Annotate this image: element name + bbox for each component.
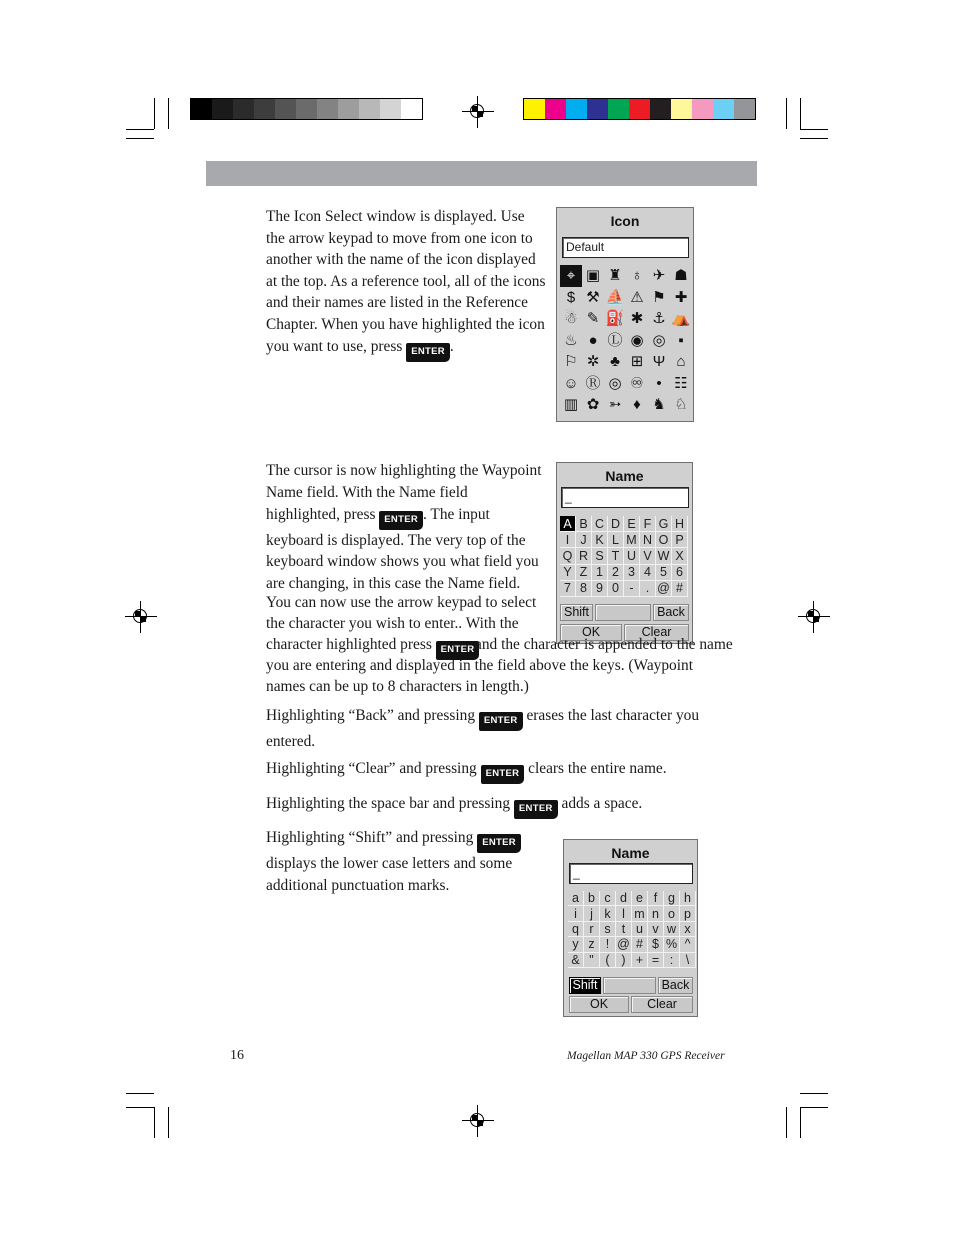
waypoint-icon-option[interactable]: ⚒ [586, 288, 600, 306]
keyboard-key[interactable]: + [632, 953, 648, 968]
keyboard-key[interactable]: 8 [576, 581, 592, 597]
enter-key-icon: ENTER [481, 765, 525, 784]
paragraph-shift [266, 827, 528, 896]
color-swatch [275, 99, 296, 119]
keyboard-key[interactable]: o [664, 906, 680, 921]
keyboard-key[interactable]: O [656, 532, 672, 548]
waypoint-icon-option[interactable]: ♘ [674, 396, 688, 414]
keyboard-key[interactable]: R [576, 548, 592, 564]
keyboard-key[interactable]: \ [680, 953, 696, 968]
waypoint-icon-option[interactable]: ⚑ [652, 288, 666, 306]
keyboard-key[interactable]: W [656, 548, 672, 564]
keyboard-key[interactable]: ^ [680, 937, 696, 952]
keyboard-key[interactable]: & [568, 953, 584, 968]
waypoint-icon-option[interactable]: ♾ [630, 374, 644, 392]
keyboard-key[interactable]: l [616, 906, 632, 921]
color-swatch [671, 99, 692, 119]
waypoint-icon-option[interactable]: ⚠ [630, 288, 644, 306]
waypoint-icon-option[interactable]: Ψ [652, 353, 666, 371]
keyboard-key[interactable]: 7 [560, 581, 576, 597]
keyboard-key[interactable]: p [680, 906, 696, 921]
waypoint-icon-option[interactable]: ➳ [608, 396, 622, 414]
paragraph-text: erases the last character you entered. [266, 707, 700, 750]
space-bar-button[interactable] [603, 977, 656, 994]
keyboard-key[interactable]: J [576, 532, 592, 548]
keyboard-key[interactable]: B [576, 516, 592, 532]
keyboard-key[interactable]: 3 [624, 565, 640, 581]
color-swatch [566, 99, 587, 119]
enter-key-icon: ENTER [379, 511, 423, 530]
name-input-field[interactable]: _ [569, 863, 693, 884]
keyboard-key[interactable]: I [560, 532, 576, 548]
paragraph-select-character-bottom [266, 634, 736, 697]
keyboard-key[interactable]: x [680, 922, 696, 937]
icon-grid [560, 265, 692, 416]
keyboard-key[interactable]: m [632, 906, 648, 921]
color-swatch [692, 99, 713, 119]
color-swatch [545, 99, 566, 119]
waypoint-icon-option[interactable]: ✱ [630, 310, 644, 328]
keyboard-key[interactable]: M [624, 532, 640, 548]
waypoint-icon-option[interactable]: ⌂ [676, 353, 686, 371]
keyboard-key[interactable]: 1 [592, 565, 608, 581]
running-footer: Magellan MAP 330 GPS Receiver [567, 1050, 725, 1062]
waypoint-icon-option[interactable]: $ [566, 288, 576, 306]
keyboard-key[interactable]: v [648, 922, 664, 937]
keyboard-key[interactable]: = [648, 953, 664, 968]
waypoint-icon-option[interactable]: ⚐ [564, 353, 578, 371]
keyboard-key[interactable]: g [664, 891, 680, 906]
waypoint-icon-option[interactable]: ⛽ [605, 310, 625, 328]
waypoint-icon-option[interactable]: ⊞ [630, 353, 644, 371]
color-swatch [734, 99, 755, 119]
color-swatch [338, 99, 359, 119]
waypoint-icon-option[interactable]: ✎ [586, 310, 600, 328]
paragraph-text: The cursor is now highlighting the Waypoint Name field. With the Name field highlighted, press [266, 462, 542, 523]
keyboard-key[interactable]: Q [560, 548, 576, 564]
keyboard-key[interactable]: 5 [656, 565, 672, 581]
paragraph-back [266, 705, 706, 753]
name-keyboard-lowercase-window [563, 839, 698, 1017]
window-title: Name [605, 468, 644, 484]
keyboard-key[interactable]: 9 [592, 581, 608, 597]
icon-select-window [556, 207, 694, 422]
keyboard-key[interactable]: - [624, 581, 640, 597]
keyboard-key[interactable]: F [640, 516, 656, 532]
keyboard-key[interactable]: a [568, 891, 584, 906]
waypoint-icon-option[interactable]: ☷ [674, 374, 688, 392]
waypoint-icon-option[interactable]: • [656, 374, 662, 392]
clear-button[interactable]: Clear [631, 996, 693, 1013]
keyboard-key[interactable]: L [608, 532, 624, 548]
color-swatch [587, 99, 608, 119]
color-swatch [713, 99, 734, 119]
paragraph-text: . [449, 337, 454, 355]
waypoint-icon-option[interactable]: ● [588, 331, 598, 349]
color-swatch [650, 99, 671, 119]
back-button[interactable]: Back [653, 604, 689, 621]
color-swatch [296, 99, 317, 119]
keyboard-key[interactable]: q [568, 922, 584, 937]
keyboard-key[interactable]: ) [616, 953, 632, 968]
keyboard-key[interactable]: e [632, 891, 648, 906]
keyboard-key[interactable]: 2 [608, 565, 624, 581]
paragraph-text: . The input keyboard is displayed. The very top of the keyboard window shows you what field you are changing, in this case the Name field. [266, 505, 539, 593]
keyboard-key[interactable]: C [592, 516, 608, 532]
keyboard-key[interactable]: 0 [608, 581, 624, 597]
color-swatch [629, 99, 650, 119]
waypoint-icon-option[interactable]: Ⓡ [585, 374, 601, 392]
keyboard-key[interactable]: Z [576, 565, 592, 581]
keyboard-key[interactable]: r [584, 922, 600, 937]
keyboard-key[interactable]: @ [656, 581, 672, 597]
waypoint-icon-option[interactable]: ☃ [564, 310, 578, 328]
waypoint-icon-option[interactable]: ▥ [563, 396, 579, 414]
keyboard-key[interactable]: # [672, 581, 688, 597]
keyboard-key[interactable]: 6 [672, 565, 688, 581]
keyboard-key[interactable]: w [664, 922, 680, 937]
keyboard-key[interactable]: % [664, 937, 680, 952]
clear-button[interactable]: Clear [624, 624, 689, 641]
waypoint-icon-option[interactable]: ♁ [631, 267, 643, 285]
enter-key-icon: ENTER [406, 343, 450, 362]
keyboard-key[interactable]: H [672, 516, 688, 532]
keyboard-key[interactable]: E [624, 516, 640, 532]
paragraph-text: Highlighting “Shift” and pressing [266, 829, 474, 846]
paragraph-text: and the character is appended to the name you are entering and displayed in the field above the keys. (Waypoint names can be up to 8 characters in length.) [266, 636, 733, 695]
keyboard-key[interactable]: ( [600, 953, 616, 968]
shift-button[interactable]: Shift [560, 604, 593, 621]
color-swatch [212, 99, 233, 119]
waypoint-icon-option[interactable]: ♨ [564, 331, 578, 349]
icon-name-field[interactable]: Default [562, 237, 689, 258]
keyboard-key[interactable]: 4 [640, 565, 656, 581]
enter-key-icon: ENTER [479, 712, 523, 731]
keyboard-key[interactable]: P [672, 532, 688, 548]
lowercase-key-grid [568, 891, 696, 968]
waypoint-icon-option[interactable]: ♜ [608, 267, 622, 285]
color-swatch [524, 99, 545, 119]
paragraph-name-field [266, 460, 542, 595]
color-swatch [380, 99, 401, 119]
enter-key-icon: ENTER [436, 641, 480, 660]
color-swatch [233, 99, 254, 119]
waypoint-icon-option[interactable]: ⚓ [652, 310, 666, 328]
color-swatch [359, 99, 380, 119]
space-bar-button[interactable] [595, 604, 651, 621]
color-swatch [191, 99, 212, 119]
keyboard-key[interactable]: t [616, 922, 632, 937]
keyboard-key[interactable]: S [592, 548, 608, 564]
paragraph-text: Highlighting the space bar and pressing [266, 795, 511, 812]
waypoint-icon-option[interactable]: ▪ [678, 331, 684, 349]
process-color-bar [523, 98, 756, 120]
keyboard-key[interactable]: @ [616, 937, 632, 952]
name-input-field[interactable]: _ [561, 487, 689, 508]
keyboard-key[interactable]: : [664, 953, 680, 968]
waypoint-icon-option[interactable]: ◉ [630, 331, 644, 349]
paragraph-text: You can now use the arrow keypad to select the character you wish to enter.. With the character highlighted press [266, 594, 537, 653]
waypoint-icon-option[interactable]: ♞ [652, 396, 666, 414]
registration-mark-right-icon [801, 604, 827, 630]
grayscale-color-bar [190, 98, 423, 120]
uppercase-key-grid [560, 516, 688, 597]
waypoint-icon-option[interactable]: ✲ [586, 353, 600, 371]
keyboard-key[interactable]: y [568, 937, 584, 952]
shift-button[interactable]: Shift [569, 977, 601, 994]
keyboard-key[interactable]: k [600, 906, 616, 921]
paragraph-clear [266, 758, 726, 784]
keyboard-key[interactable]: n [648, 906, 664, 921]
waypoint-icon-option[interactable]: ✚ [674, 288, 688, 306]
enter-key-icon: ENTER [514, 800, 558, 819]
paragraph-text: The Icon Select window is displayed. Use the arrow keypad to move from one icon to another with the name of the icon displayed at the top. As a reference tool, all of the icons and their names are listed in the Reference Chapter. When you have highlighted the icon you want to use, press [266, 208, 546, 355]
section-header-bar [206, 161, 757, 186]
color-swatch [608, 99, 629, 119]
paragraph-icon-select [266, 206, 546, 362]
keyboard-key[interactable]: ! [600, 937, 616, 952]
paragraph-text: Highlighting “Back” and pressing [266, 707, 476, 724]
keyboard-key[interactable]: s [600, 922, 616, 937]
registration-mark-left-icon [128, 604, 154, 630]
keyboard-key[interactable]: c [600, 891, 616, 906]
keyboard-key[interactable]: h [680, 891, 696, 906]
waypoint-icon-option[interactable]: ♣ [610, 353, 620, 371]
keyboard-key[interactable]: D [608, 516, 624, 532]
keyboard-key[interactable]: . [640, 581, 656, 597]
waypoint-icon-option[interactable]: ☗ [674, 267, 688, 285]
keyboard-key[interactable]: $ [648, 937, 664, 952]
waypoint-icon-option[interactable]: ▣ [585, 267, 601, 285]
keyboard-key[interactable]: U [624, 548, 640, 564]
keyboard-key[interactable]: " [584, 953, 600, 968]
waypoint-icon-option[interactable]: ◎ [608, 374, 622, 392]
waypoint-icon-option[interactable]: ♦ [633, 396, 641, 414]
ok-button[interactable]: OK [560, 624, 622, 641]
keyboard-key[interactable]: z [584, 937, 600, 952]
keyboard-key[interactable]: N [640, 532, 656, 548]
paragraph-space-bar [266, 793, 726, 819]
keyboard-key[interactable]: K [592, 532, 608, 548]
keyboard-key[interactable]: Y [560, 565, 576, 581]
page-number: 16 [230, 1048, 244, 1063]
keyboard-key[interactable]: i [568, 906, 584, 921]
waypoint-icon-option[interactable]: ✿ [586, 396, 600, 414]
keyboard-key[interactable]: A [560, 516, 576, 532]
color-swatch [254, 99, 275, 119]
window-title: Icon [610, 213, 640, 229]
paragraph-text: Highlighting “Clear” and pressing [266, 760, 477, 777]
paragraph-text: adds a space. [561, 795, 643, 812]
waypoint-icon-option[interactable]: Ⓛ [607, 331, 623, 349]
keyboard-key[interactable]: X [672, 548, 688, 564]
ok-button[interactable]: OK [569, 996, 629, 1013]
keyboard-key[interactable]: j [584, 906, 600, 921]
waypoint-icon-option[interactable]: ◎ [652, 331, 666, 349]
enter-key-icon: ENTER [477, 834, 521, 853]
name-keyboard-uppercase-window [556, 462, 693, 644]
paragraph-text: clears the entire name. [528, 760, 667, 777]
color-swatch [317, 99, 338, 119]
keyboard-key[interactable]: f [648, 891, 664, 906]
waypoint-icon-option[interactable]: ✈ [652, 267, 666, 285]
keyboard-key[interactable]: u [632, 922, 648, 937]
back-button[interactable]: Back [658, 977, 693, 994]
keyboard-key[interactable]: b [584, 891, 600, 906]
waypoint-icon-option[interactable]: ⛺ [671, 310, 691, 328]
color-swatch [401, 99, 422, 119]
waypoint-icon-option[interactable]: ⛵ [605, 288, 625, 306]
keyboard-key[interactable]: V [640, 548, 656, 564]
waypoint-icon-option[interactable]: ⌖ [560, 265, 582, 287]
registration-mark-top-icon [465, 99, 491, 125]
keyboard-key[interactable]: # [632, 937, 648, 952]
keyboard-key[interactable]: T [608, 548, 624, 564]
waypoint-icon-option[interactable]: ☺ [563, 374, 579, 392]
keyboard-key[interactable]: G [656, 516, 672, 532]
paragraph-text: displays the lower case letters and some additional punctuation marks. [266, 855, 513, 894]
registration-mark-bottom-icon [465, 1108, 491, 1134]
window-title: Name [611, 845, 650, 861]
keyboard-key[interactable]: d [616, 891, 632, 906]
